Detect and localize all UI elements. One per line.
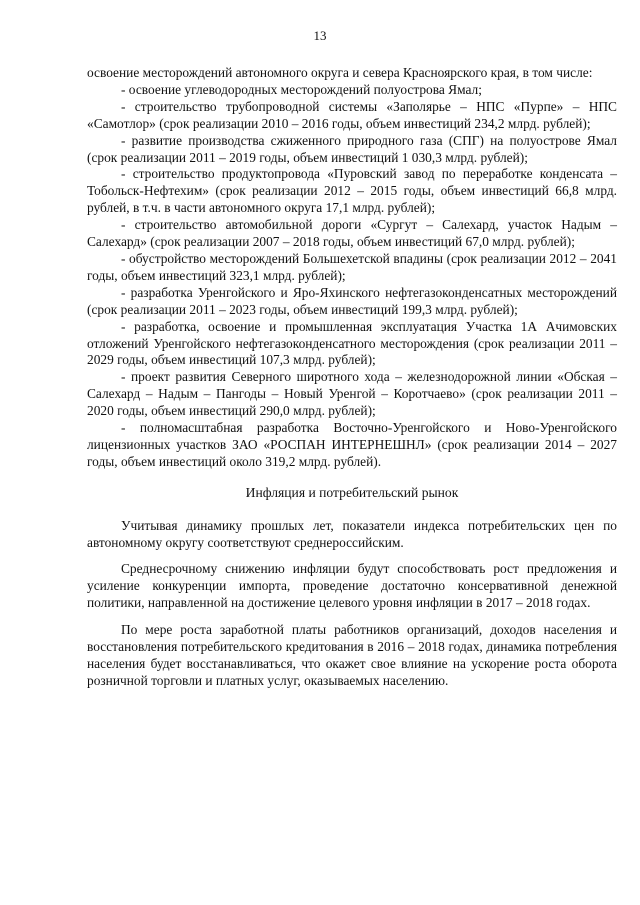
list-item: - проект развития Северного широтного хода – железнодорожной линии «Обская – Салехард – Надым – Пангоды – Новый Уренгой – Коротчаево» (срок реализации 2011 – 2020 годы, объем инвестиций 290,0 млрд. рублей);	[87, 369, 617, 419]
list-item: - строительство продуктопровода «Пуровский завод по переработке конденсата – Тобольск-Нефтехим» (срок реализации 2012 – 2015 годы, объем инвестиций 66,8 млрд. рублей, в т.ч. в части автономного округа 17,1 млрд. рублей);	[87, 166, 617, 216]
intro-text: освоение месторождений автономного округа и севера Красноярского края, в том числе:	[87, 65, 593, 80]
paragraph: Учитывая динамику прошлых лет, показатели индекса потребительских цен по автономному округу соответствуют среднероссийским.	[87, 517, 617, 550]
paragraph: По мере роста заработной платы работников организаций, доходов населения и восстановления потребительского кредитования в 2016 – 2018 годах, динамика потребления населения будет восстанавливаться, что окажет свое влияние на ускорение роста оборота розничной торговли и платных услуг, оказываемых населению.	[87, 622, 617, 688]
list-item: - разработка Уренгойского и Яро-Яхинского нефтегазоконденсатных месторождений (срок реализации 2011 – 2023 годы, объем инвестиций 199,3 млрд. рублей);	[87, 284, 617, 317]
list-item: - освоение углеводородных месторождений полуострова Ямал;	[121, 81, 482, 97]
list-item: - полномасштабная разработка Восточно-Уренгойского и Ново-Уренгойского лицензионных участков ЗАО «РОСПАН ИНТЕРНЕШНЛ» (срок реализации 2014 – 2027 годы, объем инвестиций около 319,2 млрд. рублей).	[87, 420, 617, 469]
list-item: - развитие производства сжиженного природного газа (СПГ) на полуострове Ямал (срок реализации 2011 – 2019 годы, объем инвестиций 1 030,3 млрд. рублей);	[87, 132, 617, 165]
page-number: 13	[313, 28, 327, 43]
list-item: - строительство автомобильной дороги «Сургут – Салехард, участок Надым – Салехард» (срок реализации 2007 – 2018 годы, объем инвестиций 67,0 млрд. рублей);	[87, 217, 617, 250]
document-body	[87, 65, 617, 700]
list-item: - строительство трубопроводной системы «Заполярье – НПС «Пурпе» – НПС «Самотлор» (срок реализации 2010 – 2016 годы, объем инвестиций 234,2 млрд. рублей);	[87, 98, 617, 131]
list-item: - разработка, освоение и промышленная эксплуатация Участка 1А Ачимовских отложений Уренгойского нефтегазоконденсатного месторождения (срок реализации 2011 – 2029 годы, объем инвестиций 107,3 млрд. рублей);	[87, 318, 617, 368]
paragraph: Среднесрочному снижению инфляции будут способствовать рост предложения и усиление конкуренции импорта, проведение достаточно консервативной денежной политики, направленной на достижение целевого уровня инфляции в 2017 – 2018 годах.	[87, 561, 617, 611]
list-item: - обустройство месторождений Большехетской впадины (срок реализации 2012 – 2041 годы, объем инвестиций 323,1 млрд. рублей);	[87, 250, 617, 283]
section-heading: Инфляция и потребительский рынок	[245, 484, 459, 500]
